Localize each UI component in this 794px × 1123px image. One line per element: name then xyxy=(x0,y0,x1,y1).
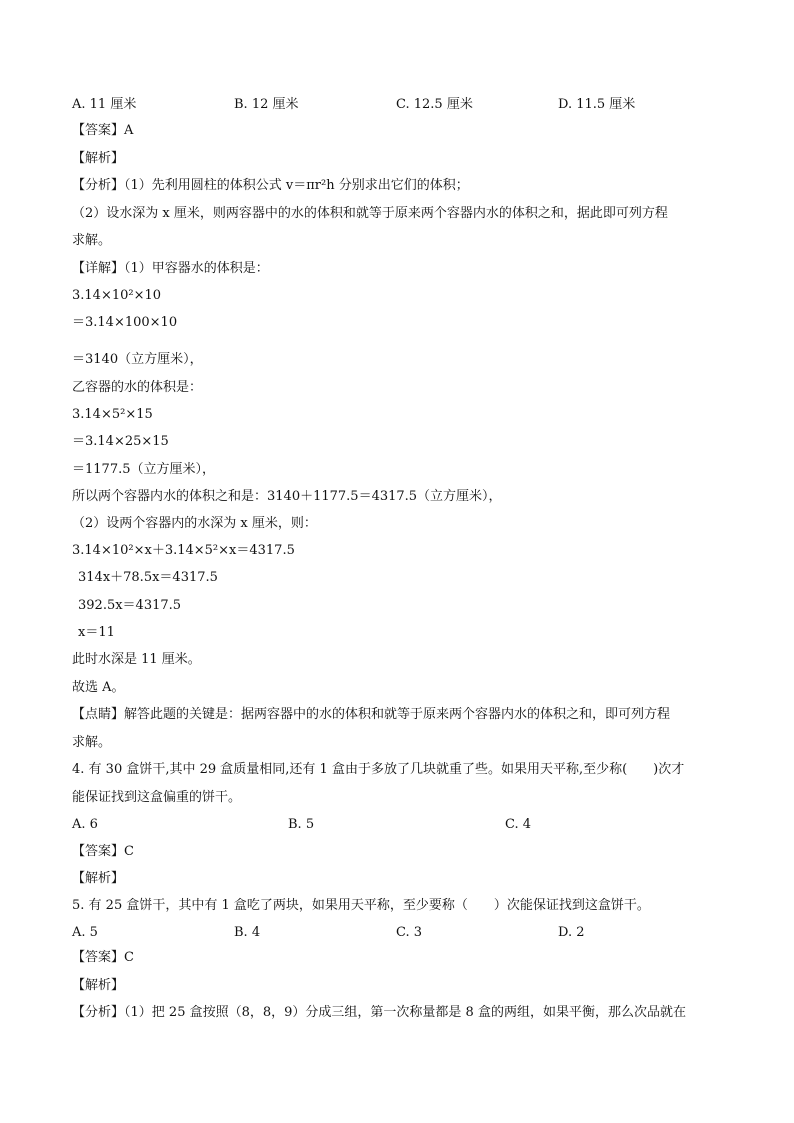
dianjing-text: 解答此题的关键是：据两容器中的水的体积和就等于原来两个容器内水的体积之和，即可列方程 xyxy=(124,707,671,722)
dianjing-tag: 【点睛】 xyxy=(72,707,125,722)
calc-line: 乙容器的水的体积是： xyxy=(72,380,203,395)
q3-option-b: B. 12 厘米 xyxy=(234,97,299,112)
q3-option-d: D. 11.5 厘米 xyxy=(558,97,636,112)
answer-tag: 【答案】 xyxy=(72,844,125,859)
q5-fenxi-line-1 xyxy=(72,1005,686,1021)
q3-xiangjie-line xyxy=(72,261,269,277)
calc-line: 392.5x＝4317.5 xyxy=(78,598,182,613)
calc-line: 故选 A。 xyxy=(72,680,125,695)
q5-option-c: C. 3 xyxy=(396,925,423,940)
q5-option-a: A. 5 xyxy=(72,925,98,940)
q4-stem-line-2: 能保证找到这盒偏重的饼干。 xyxy=(72,790,242,805)
q5-option-b: B. 4 xyxy=(234,925,261,940)
q3-fenxi-line-1 xyxy=(72,178,469,194)
calc-line: （2）设两个容器内的水深为 x 厘米，则： xyxy=(72,516,317,531)
q4-option-a: A. 6 xyxy=(72,817,98,832)
calc-line: 314x＋78.5x＝4317.5 xyxy=(78,570,218,585)
calc-line: ＝3.14×25×15 xyxy=(72,434,169,449)
q4-answer-line xyxy=(72,844,134,860)
calc-line: 所以两个容器内水的体积之和是：3140＋1177.5＝4317.5（立方厘米）， xyxy=(72,489,502,504)
analysis-tag: 【解析】 xyxy=(72,978,125,993)
answer-tag: 【答案】 xyxy=(72,123,125,138)
fenxi-text: （1）把 25 盒按照（8，8，9）分成三组，第一次称量都是 8 盒的两组，如果平衡，那么次品就在 xyxy=(124,1005,686,1020)
q4-option-c: C. 4 xyxy=(505,817,532,832)
calc-line: ＝3.14×100×10 xyxy=(72,315,178,330)
fenxi-text: （1）先利用圆柱的体积公式 v＝πr²h 分别求出它们的体积； xyxy=(124,178,469,193)
q5-option-d: D. 2 xyxy=(558,925,585,940)
fenxi-tag: 【分析】 xyxy=(72,178,125,193)
q3-fenxi-line-2: （2）设水深为 x 厘米，则两容器中的水的体积和就等于原来两个容器内水的体积之和，据此即可列方程 xyxy=(72,206,668,221)
calc-line: 3.14×5²×15 xyxy=(72,407,153,422)
analysis-tag: 【解析】 xyxy=(72,871,125,886)
fenxi-tag: 【分析】 xyxy=(72,1005,125,1020)
calc-line: 3.14×10²×x＋3.14×5²×x＝4317.5 xyxy=(72,543,295,558)
q4-stem-line-1: 4. 有 30 盒饼干,其中 29 盒质量相同,还有 1 盒由于多放了几块就重了些。如果用天平称,至少称( )次才 xyxy=(72,762,685,777)
q3-dianjing-line-1 xyxy=(72,707,670,723)
calc-line: 此时水深是 11 厘米。 xyxy=(72,652,201,667)
q3-dianjing-line-2: 求解。 xyxy=(72,735,112,750)
answer-value: A xyxy=(124,123,134,138)
answer-tag: 【答案】 xyxy=(72,950,125,965)
q5-answer-line xyxy=(72,950,134,966)
q3-fenxi-line-3: 求解。 xyxy=(72,233,112,248)
answer-value: C xyxy=(124,950,134,965)
q5-stem: 5. 有 25 盒饼干，其中有 1 盒吃了两块，如果用天平称，至少要称（ ）次能保证找到这盒饼干。 xyxy=(72,898,650,913)
q3-answer-line xyxy=(72,123,133,139)
answer-value: C xyxy=(124,844,134,859)
q3-option-a: A. 11 厘米 xyxy=(72,97,137,112)
calc-line: 3.14×10²×10 xyxy=(72,288,162,303)
xiangjie-tag: 【详解】 xyxy=(72,261,125,276)
q3-option-c: C. 12.5 厘米 xyxy=(396,97,473,112)
q4-option-b: B. 5 xyxy=(288,817,315,832)
calc-line: ＝1177.5（立方厘米）， xyxy=(72,462,215,477)
calc-line: ＝3140（立方厘米）， xyxy=(72,352,203,367)
calc-line: x＝11 xyxy=(78,625,115,640)
analysis-tag: 【解析】 xyxy=(72,151,125,166)
xiangjie-text: （1）甲容器水的体积是： xyxy=(124,261,269,276)
